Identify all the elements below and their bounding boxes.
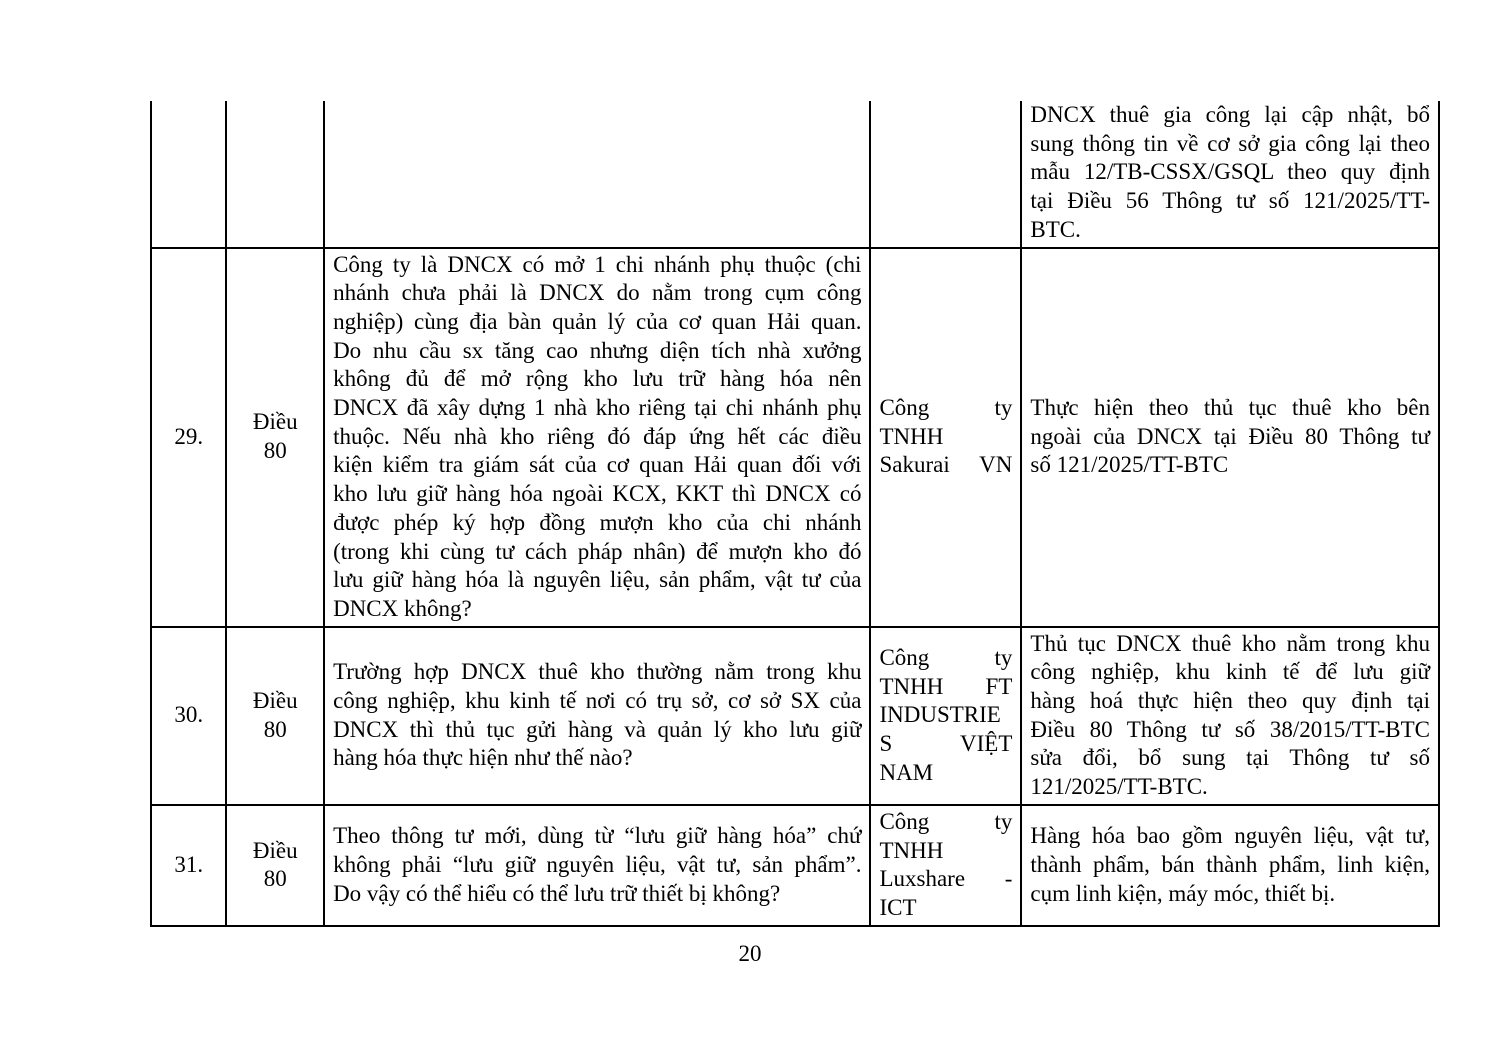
- question-line: Trường hợp DNCX thuê kho thường nằm trong khu: [333, 659, 862, 685]
- answer-line: Thực hiện theo thủ tục thuê kho bên: [1030, 395, 1430, 421]
- question-line: lưu giữ hàng hóa là nguyên liệu, sản phẩm, vật tư của: [333, 567, 862, 593]
- table-row: [151, 805, 1439, 926]
- answer-line: cụm linh kiện, máy móc, thiết bị.: [1030, 880, 1336, 906]
- company-line: Công ty: [879, 395, 1013, 421]
- table-row-continuation: [151, 101, 1439, 248]
- qa-table: [150, 101, 1440, 927]
- question-line: được phép ký hợp đồng mượn kho của chi nhánh: [333, 509, 862, 535]
- answer-line: sung thông tin về cơ sở gia công lại theo: [1030, 130, 1430, 156]
- question-line: (trong khi cùng tư cách pháp nhân) để mượn kho đó: [333, 538, 862, 564]
- company-line: Công ty: [879, 808, 1013, 834]
- article-number: 80: [263, 438, 287, 464]
- answer-line: sửa đổi, bổ sung tại Thông tư số: [1030, 745, 1430, 771]
- company-line: INDUSTRIE: [879, 702, 1001, 728]
- page-number: 20: [738, 941, 762, 966]
- company-line: TNHH: [879, 837, 944, 863]
- company-cell: [870, 627, 1021, 805]
- article-number: 80: [263, 866, 287, 892]
- question-line: thuộc. Nếu nhà kho riêng đó đáp ứng hết các điều: [333, 423, 862, 449]
- answer-line: Hàng hóa bao gồm nguyên liệu, vật tư,: [1030, 823, 1430, 849]
- company-line: S VIỆT: [879, 731, 1013, 757]
- question-line: DNCX thì thủ tục gửi hàng và quản lý kho lưu giữ: [333, 716, 862, 742]
- company-cell: [870, 805, 1021, 926]
- answer-line: 121/2025/TT-BTC.: [1030, 774, 1208, 800]
- question-cell: [324, 805, 870, 926]
- question-line: hàng hóa thực hiện như thế nào?: [333, 745, 633, 771]
- cell-question: [324, 101, 870, 248]
- article-label: Điều: [252, 837, 298, 863]
- answer-cell: [1021, 805, 1439, 926]
- answer-line: công nghiệp, khu kinh tế để lưu giữ: [1030, 659, 1430, 685]
- article-cell: [226, 248, 324, 627]
- row-number: 30.: [151, 627, 226, 805]
- row-number: 29.: [151, 248, 226, 627]
- question-cell: [324, 248, 870, 627]
- answer-line: hàng hoá thực hiện theo quy định tại: [1030, 688, 1430, 714]
- article-label: Điều: [252, 688, 298, 714]
- answer-cell: [1021, 248, 1439, 627]
- company-line: Luxshare -: [879, 866, 1013, 892]
- article-number: 80: [263, 716, 287, 742]
- question-line: Do vậy có thể hiểu có thể lưu trữ thiết bị không?: [333, 880, 781, 906]
- question-line: nhánh chưa phải là DNCX do nằm trong cụm công: [333, 280, 862, 306]
- answer-line: thành phẩm, bán thành phẩm, linh kiện,: [1030, 851, 1430, 877]
- question-line: không phải “lưu giữ nguyên liệu, vật tư, sản phẩm”.: [333, 851, 862, 877]
- question-line: không đủ để mở rộng kho lưu trữ hàng hóa nên: [333, 366, 862, 392]
- question-line: nghiệp) cùng địa bàn quản lý của cơ quan Hải quan.: [333, 308, 862, 334]
- answer-line: ngoài của DNCX tại Điều 80 Thông tư: [1030, 423, 1430, 449]
- question-cell: [324, 627, 870, 805]
- question-line: DNCX đã xây dựng 1 nhà kho riêng tại chi nhánh phụ: [333, 395, 862, 421]
- question-line: công nghiệp, khu kinh tế nơi có trụ sở, cơ sở SX của: [333, 688, 862, 714]
- answer-line: mẫu 12/TB-CSSX/GSQL theo quy định: [1030, 159, 1430, 185]
- article-cell: [226, 627, 324, 805]
- cell-company: [870, 101, 1021, 248]
- question-line: DNCX không?: [333, 595, 472, 621]
- table-row: [151, 248, 1439, 627]
- cell-article: [226, 101, 324, 248]
- answer-line: Thủ tục DNCX thuê kho nằm trong khu: [1030, 630, 1430, 656]
- row-number: 31.: [151, 805, 226, 926]
- question-line: Công ty là DNCX có mở 1 chi nhánh phụ thuộc (chi: [333, 251, 862, 277]
- company-line: Công ty: [879, 645, 1013, 670]
- article-cell: [226, 805, 324, 926]
- company-line: NAM: [879, 759, 934, 785]
- company-line: TNHH: [879, 423, 944, 449]
- question-line: kiện kiểm tra giám sát của cơ quan Hải quan đối với: [333, 452, 862, 478]
- answer-cell: [1021, 627, 1439, 805]
- article-label: Điều: [252, 409, 298, 435]
- question-line: kho lưu giữ hàng hóa ngoài KCX, KKT thì DNCX có: [333, 481, 862, 507]
- question-line: Theo thông tư mới, dùng từ “lưu giữ hàng hóa” chứ: [333, 823, 862, 849]
- answer-line: số 121/2025/TT-BTC: [1030, 452, 1229, 478]
- answer-line: tại Điều 56 Thông tư số 121/2025/TT-: [1030, 188, 1430, 214]
- company-line: Sakurai VN: [879, 452, 1013, 478]
- answer-line: DNCX thuê gia công lại cập nhật, bổ: [1030, 102, 1430, 127]
- question-line: Do nhu cầu sx tăng cao nhưng diện tích nhà xưởng: [333, 337, 862, 363]
- table-row: [151, 627, 1439, 805]
- cell-answer: [1021, 101, 1439, 248]
- company-cell: [870, 248, 1021, 627]
- answer-line: BTC.: [1030, 216, 1081, 242]
- cell-no: [151, 101, 226, 248]
- answer-line: Điều 80 Thông tư số 38/2015/TT-BTC: [1030, 716, 1430, 742]
- company-line: TNHH FT: [879, 673, 1013, 699]
- company-line: ICT: [879, 894, 917, 920]
